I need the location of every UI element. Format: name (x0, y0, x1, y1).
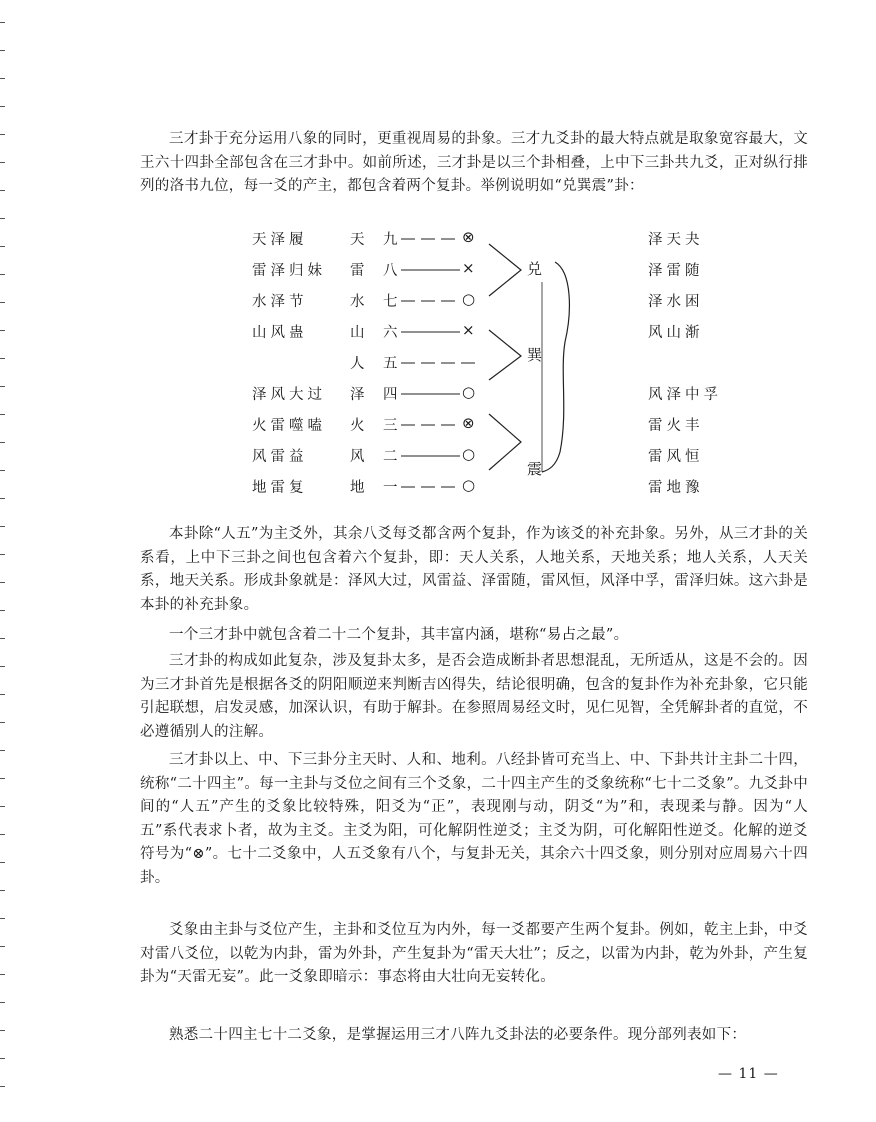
trigram-diagram (0, 222, 876, 512)
middle-bracket (489, 330, 521, 380)
right-hexagram-name: 雷地豫 (648, 480, 704, 496)
edge-tick (0, 946, 5, 947)
yao-symbol: ○ (462, 383, 480, 401)
yao-symbol: ⊗ (462, 414, 479, 432)
position-name: 山 (350, 325, 369, 341)
edge-tick (0, 582, 5, 583)
left-hexagram-name: 水泽节 (252, 294, 308, 310)
edge-tick (0, 862, 5, 863)
paragraph-3: 一个三才卦中就包含着二十二个复卦，其丰富内涵，堪称“易占之最”。 (169, 627, 629, 643)
yao-number: 二 (383, 449, 402, 465)
paragraph-2: 本卦除“人五”为主爻外，其余八爻每爻都含两个复卦，作为该爻的补充卦象。另外，从三才卦的关系看，上中下三卦之间也包含着六个复卦，即：天人关系，人地关系，天地关系；地人关系，人天关系，地天关系。形成卦象就是：泽风大过，风雷益、泽雷随，雷风恒，风泽中孚，雷泽归妹。这六卦是本卦的补充卦象。 (140, 526, 808, 613)
edge-tick (0, 890, 5, 891)
position-name: 火 (350, 418, 369, 434)
position-name: 地 (350, 480, 369, 496)
edge-tick (0, 50, 5, 51)
edge-tick (0, 1002, 5, 1003)
paragraph-5: 三才卦以上、中、下三卦分主天时、人和、地利。八经卦皆可充当上、中、下卦共计主卦二十四，统称“二十四主”。每一主卦与爻位之间有三个爻象，二十四主产生的爻象统称“七十二爻象”。九爻卦中间的“人五”产生的爻象比较特殊，阳爻为“正”，表现刚与动，阴爻“为”和，表现柔与静。因为“人五”系代表求卜者，故为主爻。主爻为阳，可化解阴性逆爻；主爻为阴，可化解阳性逆爻。化解的逆爻符号为“⊗”。七十二爻象中，人五爻象有八个，与复卦无关，其余六十四爻象，则分别对应周易六十四卦。 (140, 752, 808, 886)
left-hexagram-name: 火雷噬嗑 (252, 418, 326, 434)
page-number: — 11 — (718, 1066, 779, 1082)
left-hexagram-name: 风雷益 (252, 449, 308, 465)
edge-tick (0, 190, 5, 191)
right-hexagram-name: 泽水困 (648, 294, 704, 310)
edge-tick (0, 1030, 5, 1031)
yao-symbol: ○ (462, 290, 480, 308)
edge-tick (0, 106, 5, 107)
trigram-xun: 巽 (527, 346, 547, 364)
right-hexagram-name: 雷风恒 (648, 449, 704, 465)
right-hexagram-name: 风山渐 (648, 325, 704, 341)
left-hexagram-name: 天泽履 (252, 232, 308, 248)
edge-tick (0, 974, 5, 975)
right-hexagram-name: 泽天夬 (648, 232, 704, 248)
position-name: 天 (350, 232, 369, 248)
position-name: 风 (350, 449, 369, 465)
paragraph-4: 三才卦的构成如此复杂，涉及复卦太多，是否会造成断卦者思想混乱，无所适从，这是不会的。因为三才卦首先是根据各爻的阴阳顺逆来判断吉凶得失，结论很明确，包含的复卦作为补充卦象，它只能引起联想，启发灵感，加深认识，有助于解卦。在参照周易经文时，见仁见智，全凭解卦者的直觉，不必遵循别人的注解。 (140, 653, 808, 740)
edge-tick (0, 694, 5, 695)
yao-number: 六 (383, 325, 402, 341)
edge-tick (0, 918, 5, 919)
paragraph-1: 三才卦于充分运用八象的同时，更重视周易的卦象。三才九爻卦的最大特点就是取象宽容最大，文王六十四卦全部包含在三才卦中。如前所述，三才卦是以三个卦相叠，上中下三卦共九爻，正对纵行排列的洛书九位，每一爻的产主，都包含着两个复卦。举例说明如“兑巽震”卦： (140, 131, 808, 194)
yao-symbol: ○ (462, 445, 480, 463)
edge-tick (0, 134, 5, 135)
diagram-connector-lines (0, 222, 876, 512)
position-name: 雷 (350, 263, 369, 279)
edge-tick (0, 834, 5, 835)
upper-bracket (489, 244, 521, 296)
edge-tick (0, 22, 5, 23)
yao-number: 四 (383, 387, 402, 403)
position-name: 泽 (350, 387, 369, 403)
edge-tick (0, 526, 5, 527)
side-curve (542, 262, 569, 472)
right-hexagram-name: 泽雷随 (648, 263, 704, 279)
edge-tick (0, 778, 5, 779)
yao-number: 三 (383, 418, 402, 434)
edge-tick (0, 218, 5, 219)
position-name: 人 (350, 356, 369, 372)
edge-tick (0, 78, 5, 79)
edge-tick (0, 666, 5, 667)
yao-number: 一 (383, 480, 402, 496)
edge-tick (0, 722, 5, 723)
edge-tick (0, 554, 5, 555)
paragraph-6: 爻象由主卦与爻位产生，主卦和爻位互为内外，每一爻都要产生两个复卦。例如，乾主上卦，中爻对雷八爻位，以乾为内卦，雷为外卦，产生复卦为“雷天大壮”；反之，以雷为内卦，乾为外卦，产生复卦为“天雷无妄”。此一爻象即暗示：事态将由大壮向无妄转化。 (140, 922, 808, 985)
left-hexagram-name: 雷泽归妹 (252, 263, 326, 279)
edge-tick (0, 750, 5, 751)
yao-symbol: ⊗ (462, 228, 479, 246)
left-hexagram-name: 地雷复 (252, 480, 308, 496)
left-hexagram-name: 山风蛊 (252, 325, 308, 341)
edge-tick (0, 638, 5, 639)
yao-number: 八 (383, 263, 402, 279)
yao-symbol: × (462, 259, 479, 277)
edge-tick (0, 1086, 5, 1087)
edge-tick (0, 162, 5, 163)
right-hexagram-name: 雷火丰 (648, 418, 704, 434)
left-hexagram-name: 泽风大过 (252, 387, 326, 403)
edge-tick (0, 1058, 5, 1059)
yao-number: 五 (383, 356, 402, 372)
yao-symbol: × (462, 321, 479, 339)
right-hexagram-name: 风泽中孚 (648, 387, 722, 403)
edge-tick (0, 806, 5, 807)
yao-number: 九 (383, 232, 402, 248)
position-name: 水 (350, 294, 369, 310)
trigram-dui: 兑 (527, 260, 547, 278)
yao-symbol: ○ (462, 476, 480, 494)
scan-edge-marks (0, 0, 8, 1122)
yao-number: 七 (383, 294, 402, 310)
paragraph-7: 熟悉二十四主七十二爻象，是掌握运用三才八阵九爻卦法的必要条件。现分部列表如下： (169, 1027, 747, 1043)
edge-tick (0, 610, 5, 611)
trigram-zhen: 震 (527, 460, 547, 478)
lower-bracket (489, 414, 521, 470)
